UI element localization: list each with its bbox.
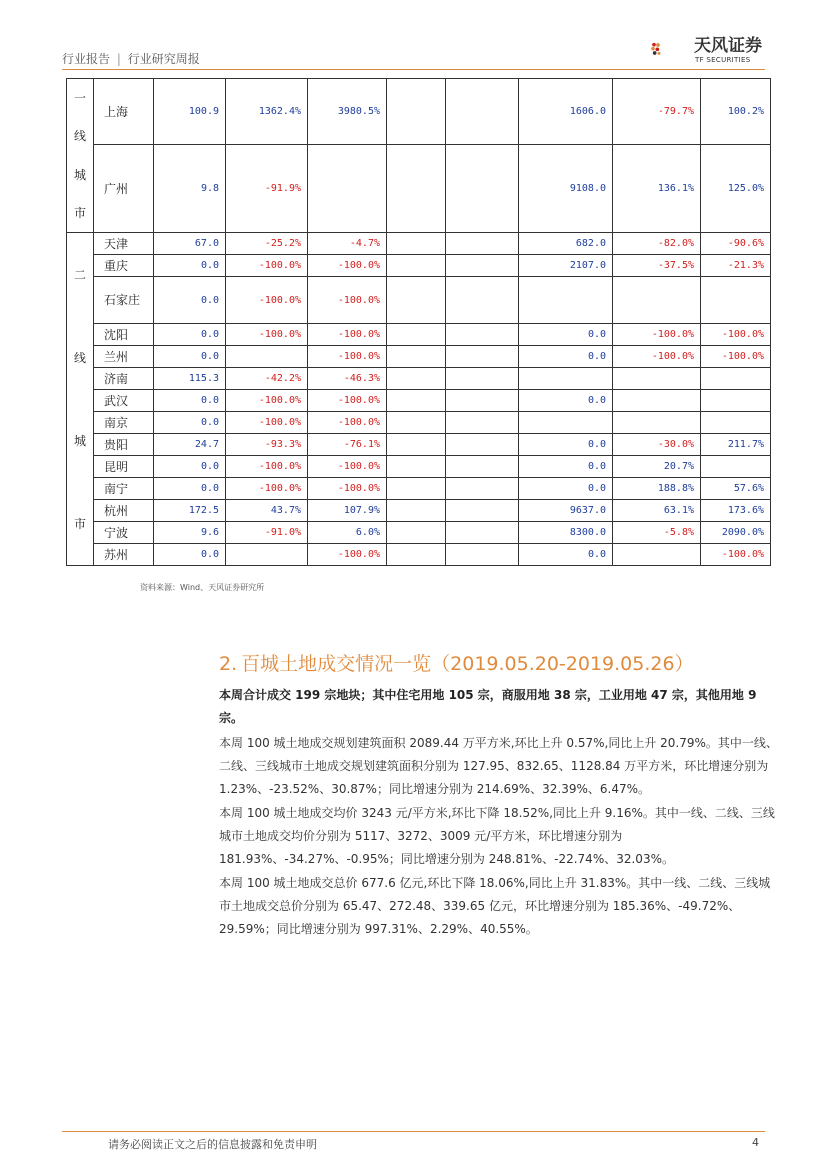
table-cell: -100.0% xyxy=(613,324,701,346)
paragraph-total: 本周 100 城土地成交总价 677.6 亿元,环比下降 18.06%,同比上升 31.83%。其中一线、二线、三线城市土地成交总价分别为 65.47、272.48、339.65 亿元，环比增速分别为 185.36%、-49.72%、29.59%；同比增速分别为 997.31%、2.29%、40.55%。 xyxy=(219,876,771,936)
table-cell xyxy=(701,390,771,412)
table-cell xyxy=(387,544,446,566)
table-row xyxy=(67,478,771,500)
table-cell: 9.6 xyxy=(154,522,226,544)
section-title-text: 百城土地成交情况一览（2019.05.20-2019.05.26） xyxy=(241,653,694,675)
table-row xyxy=(67,522,771,544)
city-name: 上海 xyxy=(94,79,154,145)
table-cell xyxy=(446,522,519,544)
table-cell xyxy=(613,544,701,566)
tier-label-char: 线 xyxy=(73,350,86,365)
header-separator: | xyxy=(116,52,121,66)
table-row xyxy=(67,255,771,277)
table-cell: -100.0% xyxy=(308,277,387,324)
table-cell xyxy=(519,412,613,434)
table-cell: -100.0% xyxy=(701,324,771,346)
table-cell: 0.0 xyxy=(519,544,613,566)
tier-label xyxy=(67,233,94,566)
table-cell xyxy=(446,79,519,145)
table-cell: 1362.4% xyxy=(226,79,308,145)
city-name: 天津 xyxy=(94,233,154,255)
city-land-table xyxy=(66,78,771,566)
table-row xyxy=(67,346,771,368)
brand-name: 天风证券 xyxy=(694,36,762,56)
table-cell: 0.0 xyxy=(154,544,226,566)
table-cell: -46.3% xyxy=(308,368,387,390)
table-cell xyxy=(387,412,446,434)
table-cell: -100.0% xyxy=(308,412,387,434)
table-cell xyxy=(387,145,446,233)
table-cell: -76.1% xyxy=(308,434,387,456)
city-name: 宁波 xyxy=(94,522,154,544)
table-cell xyxy=(613,390,701,412)
table-cell: -100.0% xyxy=(308,324,387,346)
section-number: 2. xyxy=(219,653,238,675)
table-cell: -100.0% xyxy=(613,346,701,368)
footer-divider xyxy=(62,1131,765,1132)
table-cell: -21.3% xyxy=(701,255,771,277)
table-cell: -100.0% xyxy=(226,324,308,346)
table-cell: 43.7% xyxy=(226,500,308,522)
table-cell: 172.5 xyxy=(154,500,226,522)
city-name: 兰州 xyxy=(94,346,154,368)
table-cell xyxy=(387,346,446,368)
table-cell xyxy=(701,456,771,478)
table-cell: 100.2% xyxy=(701,79,771,145)
paragraph-price: 本周 100 城土地成交均价 3243 元/平方米,环比下降 18.52%,同比上升 9.16%。其中一线、二线、三线城市土地成交均价分别为 5117、3272、3009 元/平方米，环比增速分别为 181.93%、-34.27%、-0.95%；同比增速分别为 248.81%、-22.74%、32.03%。 xyxy=(219,806,775,866)
table-cell xyxy=(519,368,613,390)
logo-petal-3 xyxy=(651,47,655,51)
table-cell: -100.0% xyxy=(308,478,387,500)
table-cell: -91.9% xyxy=(226,145,308,233)
table-cell xyxy=(387,456,446,478)
table-cell: -79.7% xyxy=(613,79,701,145)
tier-label xyxy=(67,79,94,233)
table-cell xyxy=(446,544,519,566)
table-cell xyxy=(446,346,519,368)
table-cell: 1606.0 xyxy=(519,79,613,145)
table-cell xyxy=(308,145,387,233)
table-cell xyxy=(701,277,771,324)
table-cell: 0.0 xyxy=(154,346,226,368)
table-cell: 9108.0 xyxy=(519,145,613,233)
table-cell: -100.0% xyxy=(308,390,387,412)
city-name: 杭州 xyxy=(94,500,154,522)
table-cell xyxy=(226,544,308,566)
section-summary: 本周合计成交 199 宗地块；其中住宅用地 105 宗，商服用地 38 宗，工业用地 47 宗，其他用地 9 宗。 xyxy=(219,688,757,725)
table-cell: 107.9% xyxy=(308,500,387,522)
report-category xyxy=(62,50,200,67)
table-cell xyxy=(613,277,701,324)
table-cell: 136.1% xyxy=(613,145,701,233)
tier-label-char: 城 xyxy=(73,167,86,182)
paragraph-area: 本周 100 城土地成交规划建筑面积 2089.44 万平方米,环比上升 0.57%,同比上升 20.79%。其中一线、二线、三线城市土地成交规划建筑面积分别为 127.95、832.65、1128.84 万平方米，环比增速分别为 1.23%、-23.52%、30.87%；同比增速分别为 214.69%、32.39%、6.47%。 xyxy=(219,736,778,796)
table-cell xyxy=(701,368,771,390)
tf-securities-logo xyxy=(650,28,690,70)
table-cell xyxy=(387,255,446,277)
table-cell xyxy=(226,346,308,368)
table-cell: -100.0% xyxy=(226,255,308,277)
table-cell: -100.0% xyxy=(226,277,308,324)
table-row xyxy=(67,368,771,390)
table-cell xyxy=(701,412,771,434)
table-cell: -100.0% xyxy=(226,412,308,434)
city-name: 济南 xyxy=(94,368,154,390)
city-name: 沈阳 xyxy=(94,324,154,346)
table-row xyxy=(67,145,771,233)
table-cell: 0.0 xyxy=(519,434,613,456)
table-cell: -4.7% xyxy=(308,233,387,255)
table-cell xyxy=(387,368,446,390)
city-name: 昆明 xyxy=(94,456,154,478)
table-cell xyxy=(387,390,446,412)
table-cell: 0.0 xyxy=(154,478,226,500)
table-cell: 57.6% xyxy=(701,478,771,500)
tier-label-char: 一 xyxy=(73,91,86,106)
tier-label-char: 市 xyxy=(73,205,86,220)
table-cell: 9.8 xyxy=(154,145,226,233)
table-cell: -100.0% xyxy=(308,346,387,368)
table-cell: -100.0% xyxy=(308,255,387,277)
table-cell: 0.0 xyxy=(519,456,613,478)
table-cell xyxy=(387,233,446,255)
city-name: 重庆 xyxy=(94,255,154,277)
table-cell: 188.8% xyxy=(613,478,701,500)
table-row xyxy=(67,544,771,566)
table-cell: -100.0% xyxy=(226,390,308,412)
table-cell xyxy=(387,277,446,324)
tier-label-char: 二 xyxy=(73,267,86,282)
city-name: 石家庄 xyxy=(94,277,154,324)
table-cell: 0.0 xyxy=(154,456,226,478)
table-cell xyxy=(446,233,519,255)
table-cell xyxy=(446,255,519,277)
tier-label-char: 线 xyxy=(73,129,86,144)
table-cell: -37.5% xyxy=(613,255,701,277)
table-cell: -82.0% xyxy=(613,233,701,255)
table-cell: 0.0 xyxy=(519,324,613,346)
table-cell: -42.2% xyxy=(226,368,308,390)
table-cell xyxy=(387,500,446,522)
table-cell xyxy=(446,456,519,478)
table-row xyxy=(67,412,771,434)
table-row xyxy=(67,233,771,255)
table-cell: 173.6% xyxy=(701,500,771,522)
table-cell: 3980.5% xyxy=(308,79,387,145)
table-cell: 115.3 xyxy=(154,368,226,390)
table-cell: 8300.0 xyxy=(519,522,613,544)
table-cell: 63.1% xyxy=(613,500,701,522)
report-subtype: 行业研究周报 xyxy=(127,52,200,66)
table-cell: 6.0% xyxy=(308,522,387,544)
table-row xyxy=(67,390,771,412)
table-row xyxy=(67,500,771,522)
footer-disclaimer: 请务必阅读正文之后的信息披露和免责申明 xyxy=(108,1138,317,1151)
table-cell xyxy=(446,145,519,233)
table-cell: 0.0 xyxy=(154,324,226,346)
table-cell: 125.0% xyxy=(701,145,771,233)
table-cell xyxy=(387,434,446,456)
table-cell xyxy=(387,522,446,544)
table-source: 资料来源：Wind、天风证券研究所 xyxy=(140,583,265,592)
table-cell: -100.0% xyxy=(308,544,387,566)
logo-petal-2 xyxy=(656,43,660,47)
tier-label-char: 城 xyxy=(73,433,86,448)
table-cell: 0.0 xyxy=(519,346,613,368)
city-name: 贵阳 xyxy=(94,434,154,456)
table-cell xyxy=(446,324,519,346)
table-cell xyxy=(446,500,519,522)
table-cell: 2107.0 xyxy=(519,255,613,277)
table-cell: -100.0% xyxy=(701,544,771,566)
table-cell: 9637.0 xyxy=(519,500,613,522)
table-row xyxy=(67,324,771,346)
table-cell xyxy=(613,412,701,434)
table-row xyxy=(67,434,771,456)
brand-sub: TF SECURITIES xyxy=(695,56,751,64)
table-cell: -91.0% xyxy=(226,522,308,544)
table-cell: 20.7% xyxy=(613,456,701,478)
city-name: 广州 xyxy=(94,145,154,233)
table-cell: -90.6% xyxy=(701,233,771,255)
table-cell: 0.0 xyxy=(154,390,226,412)
table-cell: 67.0 xyxy=(154,233,226,255)
table-cell: 0.0 xyxy=(519,390,613,412)
city-name: 南京 xyxy=(94,412,154,434)
table-cell: -100.0% xyxy=(226,456,308,478)
table-cell: 24.7 xyxy=(154,434,226,456)
table-cell: 682.0 xyxy=(519,233,613,255)
table-cell: -93.3% xyxy=(226,434,308,456)
table-row xyxy=(67,277,771,324)
report-type: 行业报告 xyxy=(62,52,111,66)
table-cell: 0.0 xyxy=(519,478,613,500)
table-row xyxy=(67,79,771,145)
logo-petal-4 xyxy=(656,48,660,52)
table-cell: 211.7% xyxy=(701,434,771,456)
page-number: 4 xyxy=(752,1136,759,1149)
table-cell: -100.0% xyxy=(701,346,771,368)
section-title xyxy=(219,649,694,676)
table-cell: 2090.0% xyxy=(701,522,771,544)
table-cell: 100.9 xyxy=(154,79,226,145)
table-cell xyxy=(446,412,519,434)
table-cell xyxy=(446,434,519,456)
table-cell xyxy=(519,277,613,324)
city-name: 武汉 xyxy=(94,390,154,412)
table-cell xyxy=(613,368,701,390)
tier-label-char: 市 xyxy=(73,516,86,531)
table-cell: -100.0% xyxy=(226,478,308,500)
table-cell: 0.0 xyxy=(154,277,226,324)
table-cell xyxy=(446,277,519,324)
table-cell xyxy=(446,478,519,500)
table-cell xyxy=(387,79,446,145)
city-name: 南宁 xyxy=(94,478,154,500)
table-cell: -100.0% xyxy=(308,456,387,478)
table-cell: 0.0 xyxy=(154,412,226,434)
table-cell: -5.8% xyxy=(613,522,701,544)
table-cell xyxy=(387,478,446,500)
table-cell xyxy=(446,368,519,390)
city-name: 苏州 xyxy=(94,544,154,566)
logo-petal-5 xyxy=(653,51,657,55)
table-cell: -30.0% xyxy=(613,434,701,456)
table-cell xyxy=(446,390,519,412)
logo-petal-1 xyxy=(652,43,656,47)
table-cell: 0.0 xyxy=(154,255,226,277)
table-cell: -25.2% xyxy=(226,233,308,255)
logo-petal-6 xyxy=(658,52,661,55)
table-row xyxy=(67,456,771,478)
table-cell xyxy=(387,324,446,346)
